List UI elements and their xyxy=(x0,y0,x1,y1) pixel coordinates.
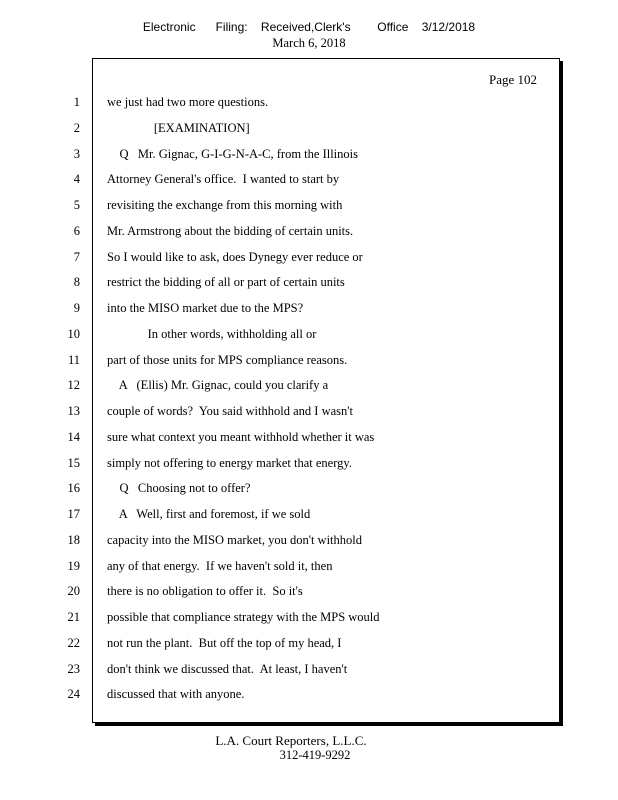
transcript-line-text: any of that energy. If we haven't sold it, then xyxy=(107,558,333,573)
line-number: 6 xyxy=(73,223,80,238)
transcript-line-text: we just had two more questions. xyxy=(107,95,269,109)
line-number: 1 xyxy=(73,95,80,109)
transcript-line-text: don't think we discussed that. At least, I haven't xyxy=(107,661,348,676)
line-number: 3 xyxy=(73,146,80,161)
transcript-line-text: there is no obligation to offer it. So it's xyxy=(107,584,303,599)
transcript-line-text: capacity into the MISO market, you don't withhold xyxy=(107,532,362,547)
line-number: 11 xyxy=(67,352,80,367)
court-reporter-phone: 312-419-9292 xyxy=(279,748,351,762)
transcript-date: March 6, 2018 xyxy=(272,36,346,50)
line-number: 23 xyxy=(67,661,80,676)
line-number: 22 xyxy=(67,635,80,650)
transcript-line-text: simply not offering to energy market that energy. xyxy=(107,455,352,470)
transcript-line-text: Mr. Armstrong about the bidding of certain units. xyxy=(107,223,354,238)
transcript-line-text: A (Ellis) Mr. Gignac, could you clarify a xyxy=(107,378,329,393)
line-number: 4 xyxy=(73,172,80,187)
line-number: 5 xyxy=(73,198,80,212)
line-number: 10 xyxy=(67,326,80,341)
transcript-line-text: not run the plant. But off the top of my head, I xyxy=(107,635,342,650)
transcript-line-text: sure what context you meant withhold whether it was xyxy=(107,429,375,444)
line-number: 24 xyxy=(67,687,80,702)
electronic-filing-stamp: Electronic Filing: Received,Clerk's Office 3/12/2018 xyxy=(142,20,476,34)
line-number: 2 xyxy=(73,120,80,135)
line-number: 12 xyxy=(67,378,80,393)
line-number: 14 xyxy=(67,429,80,444)
transcript-line-text: part of those units for MPS compliance reasons. xyxy=(107,352,348,367)
line-number: 8 xyxy=(73,275,80,290)
line-number: 15 xyxy=(67,455,80,470)
transcript-line-text: into the MISO market due to the MPS? xyxy=(107,301,304,315)
transcript-line-text: couple of words? You said withhold and I wasn't xyxy=(107,404,353,418)
page-number: Page 102 xyxy=(488,72,537,87)
line-number: 20 xyxy=(67,584,80,599)
transcript-line-text: Q Mr. Gignac, G-I-G-N-A-C, from the Illinois xyxy=(107,146,358,161)
line-number: 19 xyxy=(67,558,80,573)
line-number: 13 xyxy=(67,404,80,418)
line-number: 7 xyxy=(73,249,80,264)
line-number: 9 xyxy=(73,301,80,315)
line-number: 21 xyxy=(67,610,80,624)
transcript-line-text: Q Choosing not to offer? xyxy=(107,481,251,496)
transcript-line-text: Attorney General's office. I wanted to start by xyxy=(107,172,340,187)
transcript-line-text: [EXAMINATION] xyxy=(107,120,250,135)
line-number: 17 xyxy=(67,507,80,521)
line-number: 16 xyxy=(67,481,80,496)
line-number: 18 xyxy=(67,532,80,547)
transcript-line-text: restrict the bidding of all or part of certain units xyxy=(107,275,345,290)
court-reporter-name: L.A. Court Reporters, L.L.C. xyxy=(215,733,367,748)
transcript-line-text: A Well, first and foremost, if we sold xyxy=(107,507,311,521)
transcript-line-text: revisiting the exchange from this morning with xyxy=(107,198,343,212)
transcript-line-text: possible that compliance strategy with the MPS would xyxy=(107,610,380,624)
transcript-line-text: So I would like to ask, does Dynegy ever reduce or xyxy=(107,249,363,264)
transcript-line-text: discussed that with anyone. xyxy=(107,687,245,702)
transcript-line-text: In other words, withholding all or xyxy=(107,326,317,341)
